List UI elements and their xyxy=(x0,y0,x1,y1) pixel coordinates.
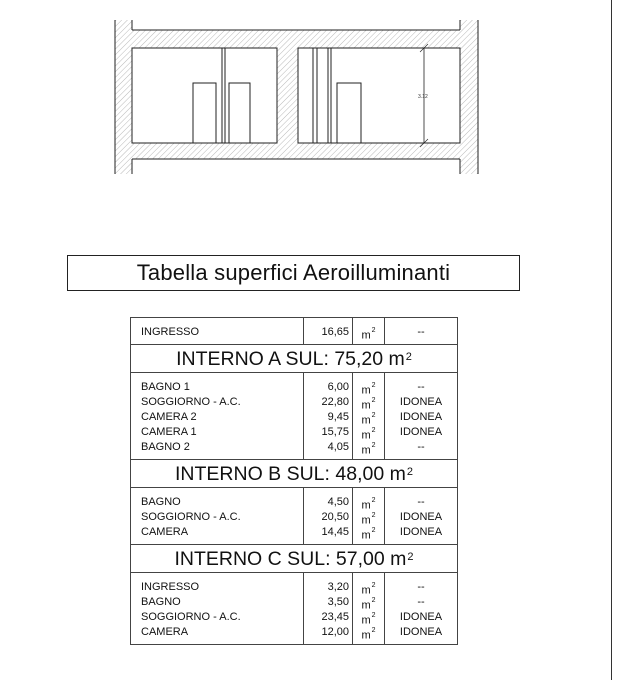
unit-exponent: 2 xyxy=(371,327,376,334)
section-label: INTERNO A xyxy=(176,348,286,370)
room-name: INGRESSO xyxy=(141,581,200,593)
room-units xyxy=(353,488,385,545)
unit-exponent: 2 xyxy=(371,427,376,434)
top-row xyxy=(131,318,458,345)
unit-label: $m^2$ xyxy=(361,527,376,542)
unit-exponent: 2 xyxy=(371,582,376,589)
unit-label: $m^2$ xyxy=(361,582,376,597)
sul-prefix: SUL: xyxy=(285,348,335,370)
room-areas xyxy=(304,373,353,460)
room-note: IDONEA xyxy=(399,626,443,638)
unit-exponent: 2 xyxy=(371,512,376,519)
room-note: -- xyxy=(417,326,425,338)
room-area: 12,00 xyxy=(321,626,349,638)
section-rows xyxy=(131,488,458,545)
unit-exponent: 2 xyxy=(371,527,376,534)
unit-label: $m^2$ xyxy=(361,397,376,412)
room-names xyxy=(131,573,304,645)
room-area: 23,45 xyxy=(321,611,349,623)
unit-label: $m^2$ xyxy=(361,627,376,642)
section-rows xyxy=(131,373,458,460)
room-area: 20,50 xyxy=(321,511,349,523)
unit-label: $m^2$ xyxy=(361,327,376,342)
room-notes xyxy=(385,373,458,460)
table-title: Tabella superfici Aeroilluminanti xyxy=(67,255,520,291)
section-rows xyxy=(131,573,458,645)
section-sul: 75,20 xyxy=(334,348,384,370)
room-area: 4,50 xyxy=(327,496,349,508)
room-area: 6,00 xyxy=(327,381,349,393)
room-name: BAGNO xyxy=(141,596,181,608)
unit-exponent: 2 xyxy=(371,412,376,419)
room-units xyxy=(353,318,385,345)
unit-label: $m^2$ xyxy=(361,512,376,527)
sul-prefix: SUL: xyxy=(286,463,336,485)
section-header xyxy=(131,545,458,573)
room-name: CAMERA 1 xyxy=(141,426,197,438)
room-area: 22,80 xyxy=(321,396,349,408)
unit-exponent: 2 xyxy=(371,627,376,634)
unit-label: $m^2$ xyxy=(361,412,376,427)
section-unit-exponent: 2 xyxy=(407,551,414,563)
room-name: BAGNO xyxy=(141,496,181,508)
room-note: -- xyxy=(417,381,425,393)
section-unit-exponent: 2 xyxy=(406,466,413,478)
room-note: IDONEA xyxy=(399,611,443,623)
room-name: SOGGIORNO - A.C. xyxy=(141,611,241,623)
section-header xyxy=(131,345,458,373)
room-area: 16,65 xyxy=(321,326,349,338)
section-title xyxy=(131,460,458,488)
section-header xyxy=(131,460,458,488)
section-title xyxy=(131,545,458,573)
room-areas xyxy=(304,488,353,545)
unit-label: $m^2$ xyxy=(361,427,376,442)
room-notes xyxy=(385,318,458,345)
section-drawing xyxy=(0,0,617,250)
room-name: CAMERA xyxy=(141,626,189,638)
room-name: BAGNO 1 xyxy=(141,381,190,393)
section-unit-exponent: 2 xyxy=(405,351,412,363)
sul-prefix: SUL: xyxy=(287,548,336,570)
section-label: INTERNO C xyxy=(174,548,288,570)
room-area: 15,75 xyxy=(321,426,349,438)
room-names xyxy=(131,373,304,460)
unit-exponent: 2 xyxy=(371,397,376,404)
section-title xyxy=(131,345,458,373)
room-note: IDONEA xyxy=(399,511,443,523)
room-note: -- xyxy=(417,581,425,593)
room-note: -- xyxy=(417,596,425,608)
room-name: BAGNO 2 xyxy=(141,441,190,453)
section-unit: m xyxy=(383,348,405,370)
room-area: 9,45 xyxy=(327,411,349,423)
room-note: IDONEA xyxy=(399,526,443,538)
room-areas xyxy=(304,573,353,645)
room-note: IDONEA xyxy=(399,426,443,438)
unit-label: $m^2$ xyxy=(361,497,376,512)
section-unit: m xyxy=(384,463,406,485)
unit-label: $m^2$ xyxy=(361,382,376,397)
room-area: 4,05 xyxy=(327,441,349,453)
unit-exponent: 2 xyxy=(371,612,376,619)
unit-exponent: 2 xyxy=(371,597,376,604)
section-sul: 57,00 xyxy=(335,548,385,570)
unit-label: $m^2$ xyxy=(361,597,376,612)
room-note: -- xyxy=(417,441,425,453)
section-unit: m xyxy=(384,548,407,570)
section-sul: 48,00 xyxy=(335,463,385,485)
unit-exponent: 2 xyxy=(371,497,376,504)
room-area: 3,50 xyxy=(327,596,349,608)
room-area: 3,20 xyxy=(327,581,349,593)
room-areas xyxy=(304,318,353,345)
unit-exponent: 2 xyxy=(371,382,376,389)
room-note: IDONEA xyxy=(399,396,443,408)
unit-label: $m^2$ xyxy=(361,612,376,627)
room-name: SOGGIORNO - A.C. xyxy=(141,396,241,408)
room-name: CAMERA 2 xyxy=(141,411,197,423)
room-name: SOGGIORNO - A.C. xyxy=(141,511,241,523)
room-names xyxy=(131,318,304,345)
room-area: 14,45 xyxy=(321,526,349,538)
unit-label: $m^2$ xyxy=(361,442,376,457)
room-notes xyxy=(385,488,458,545)
room-note: IDONEA xyxy=(399,411,443,423)
room-notes xyxy=(385,573,458,645)
dimension-label: 3.12 xyxy=(418,94,428,100)
surfaces-table xyxy=(130,317,458,645)
room-names xyxy=(131,488,304,545)
room-name: CAMERA xyxy=(141,526,189,538)
room-units xyxy=(353,373,385,460)
room-units xyxy=(353,573,385,645)
room-name: INGRESSO xyxy=(141,326,200,338)
unit-exponent: 2 xyxy=(371,442,376,449)
room-note: -- xyxy=(417,496,425,508)
section-label: INTERNO B xyxy=(175,463,287,485)
